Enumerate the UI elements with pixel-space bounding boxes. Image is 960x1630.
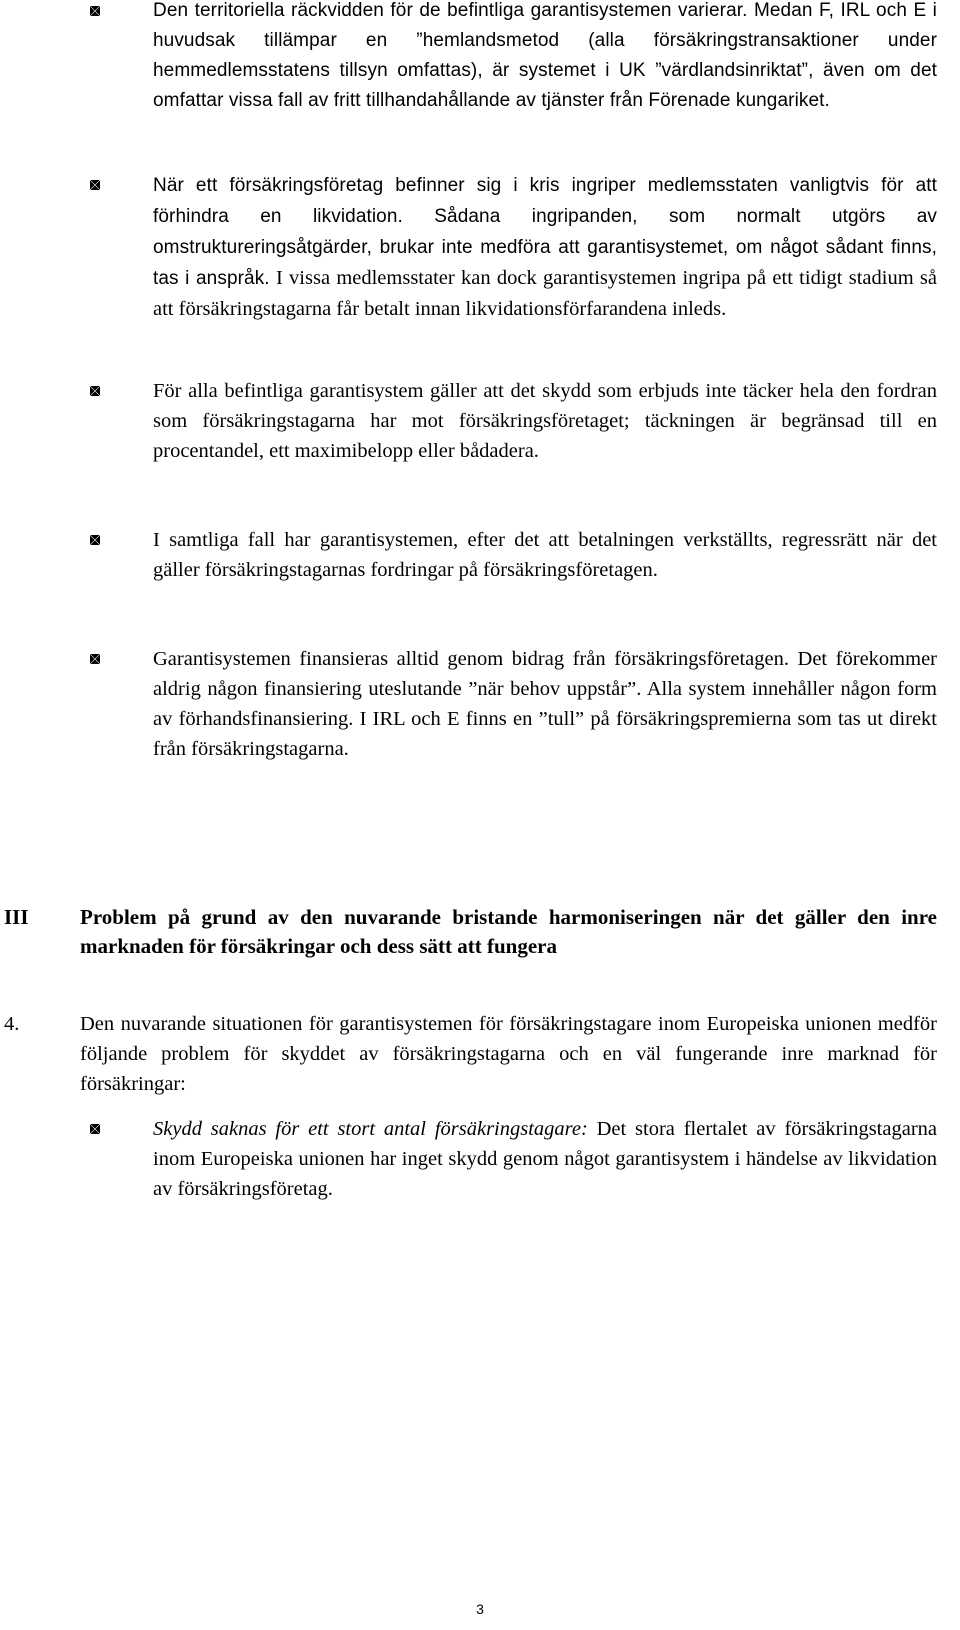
bullet-item-crisis-intervention (90, 170, 937, 324)
section-title: Problem på grund av den nuvarande bristande harmoniseringen när det gäller den inre marknaden för försäkringar och dess sätt att fungera (80, 905, 937, 958)
square-bullet-icon (90, 535, 100, 545)
square-bullet-icon (90, 654, 100, 664)
square-bullet-icon (90, 1124, 100, 1134)
bullet-item-financing (90, 644, 937, 764)
square-bullet-icon (90, 386, 100, 396)
bullet-text: För alla befintliga garantisystem gäller att det skydd som erbjuds inte täcker hela den fordran som försäkringstagarna har mot försäkringsföretaget; täckningen är begränsad till en procentandel, ett maximibelopp eller bådadera. (153, 380, 937, 462)
bullet-item-coverage-limits (90, 376, 937, 466)
bullet-text-part: Det stora flertalet av försäkringstagarna inom Europeiska unionen har inget skydd genom något garantisystem i händelse av likvidation av försäkringsföretag. (153, 1118, 937, 1200)
bullet-item-missing-protection (90, 1114, 937, 1204)
bullet-item-territorial-scope (90, 0, 937, 116)
bullet-text-part: Sådana ingripanden, som normalt utgörs av omstruktureringsåtgärder, brukar inte medföra att garantisystemet, om något sådant finns, tas i anspråk. (153, 206, 938, 289)
bullet-text: Garantisystemen finansieras alltid genom bidrag från försäkringsföretagen. Det förekommer aldrig någon finansiering uteslutande ”när behov uppstår”. Alla system innehåller någon form av förhandsfinansiering. I IRL och E finns en ”tull” på försäkringspremierna som tas ut direkt från försäkringstagarna. (153, 648, 937, 760)
paragraph-text: Den nuvarande situationen för garantisystemen för försäkringstagare inom Europeiska unionen medför följande problem för skyddet av försäkringstagarna och en väl fungerande inre marknad för försäkringar: (80, 1013, 937, 1095)
section-number: III (4, 905, 29, 929)
section-heading (4, 903, 937, 961)
numbered-paragraph (4, 1009, 937, 1099)
bullet-text-part: När ett försäkringsföretag befinner sig i kris ingriper medlemsstaten vanligtvis för att förhindra en likvidation. (153, 175, 937, 227)
bullet-label: Skydd saknas för ett stort antal försäkringstagare: (153, 1118, 588, 1140)
square-bullet-icon (90, 6, 100, 16)
bullet-text (153, 1114, 937, 1204)
paragraph-number: 4. (4, 1013, 20, 1035)
bullet-text: I samtliga fall har garantisystemen, efter det att betalningen verkställts, regressrätt när det gäller försäkringstagarnas fordringar på försäkringsföretagen. (153, 529, 937, 581)
bullet-text: Den territoriella räckvidden för de befintliga garantisystemen varierar. Medan F, IRL och E i huvudsak tillämpar en ”hemlandsmetod (alla försäkringstransaktioner under hemmedlemsstatens tillsyn omfattas), är systemet i UK ”värdlandsinriktat”, även om det omfattar vissa fall av fritt tillhandahållande av tjänster från Förenade kungariket. (153, 0, 937, 111)
bullet-text (153, 170, 937, 324)
bullet-text-part: I vissa medlemsstater kan dock garantisystemen ingripa på ett tidigt stadium så att försäkringstagarna får betalt innan likvidationsförfarandena inleds. (153, 267, 937, 320)
square-bullet-icon (90, 180, 100, 190)
page-number: 3 (476, 1601, 484, 1617)
bullet-item-recourse-rights (90, 525, 937, 585)
